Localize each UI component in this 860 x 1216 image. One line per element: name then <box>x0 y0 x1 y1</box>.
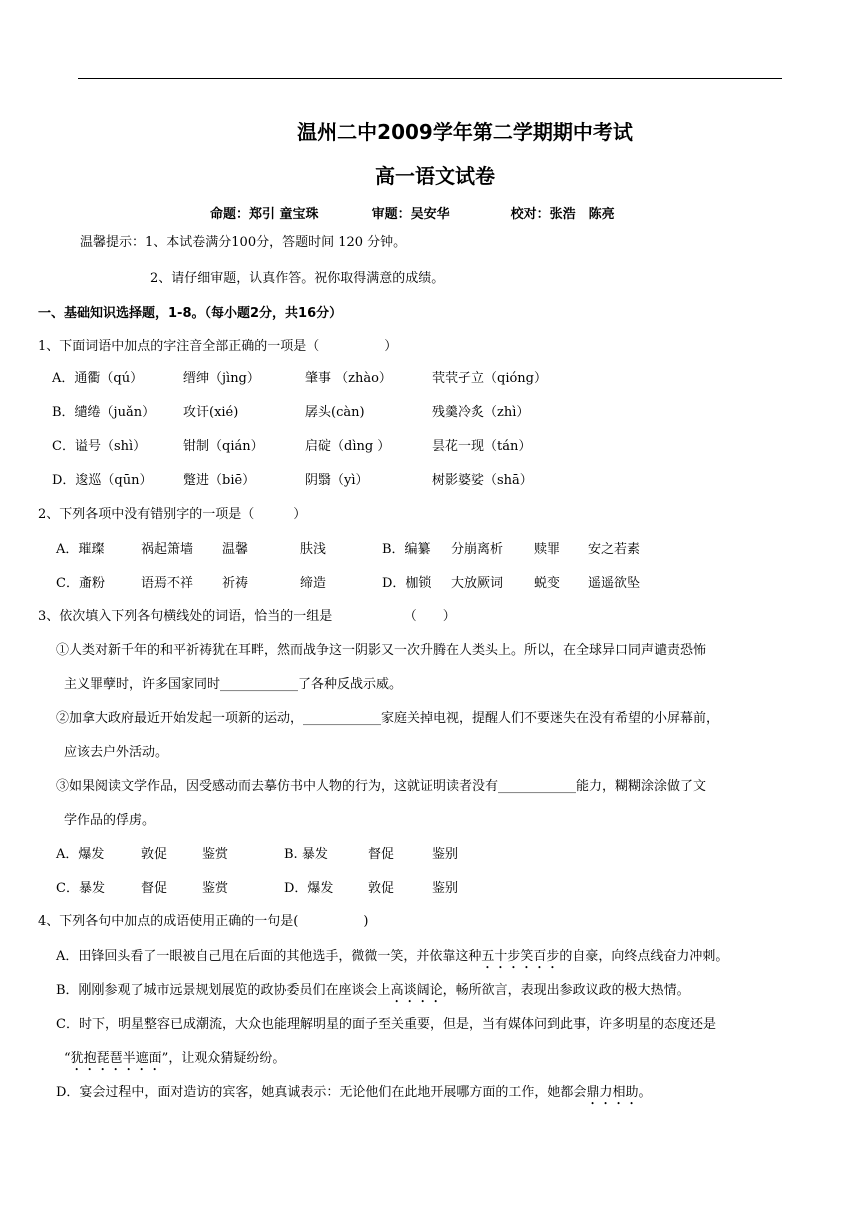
q4-option-d: D．宴会过程中，面对造访的宾客，她真诚表示：无论他们在此地开展哪方面的工作，她都会鼎力相助。 <box>56 1085 652 1100</box>
exam-title: 温州二中2009学年第二学期期中考试 <box>297 120 633 144</box>
q2-stem: 2、下列各项中没有错别字的一项是（ ） <box>38 507 307 522</box>
author-review: 审题：吴安华 <box>371 207 450 222</box>
q4-option-c2: “犹抱琵琶半遮面”，让观众猜疑纷纷。 <box>64 1051 286 1066</box>
q1-option-row3-cell-2: 阴翳（yì） <box>305 473 369 488</box>
q2-row-c-cell-1: 语焉不祥 <box>141 576 194 591</box>
q3-row-c-cell-5: 鉴别 <box>432 881 459 896</box>
q3-sentence-1b: 主义罪孽时，许多国家同时____________了各种反战示威。 <box>64 677 403 692</box>
q3-sentence-2a: ②加拿大政府最近开始发起一项新的运动，____________家庭关掉电视，提醒人们不要迷失在没有希望的小屏幕前， <box>56 711 720 726</box>
q3-row-c-cell-3: D．爆发 <box>284 881 334 896</box>
emphasized-idiom: 五十步笑百步 <box>481 949 560 964</box>
q1-option-row2-cell-3: 昙花一现（tán） <box>432 439 532 454</box>
q1-option-row0-cell-2: 肇事 （zhào） <box>305 371 392 386</box>
exam-subtitle: 高一语文试卷 <box>375 164 495 188</box>
q3-sentence-3a: ③如果阅读文学作品，因受感动而去摹仿书中人物的行为，这就证明读者没有____________能力，糊糊涂涂做了文 <box>56 779 707 794</box>
q3-row-c-cell-1: 督促 <box>141 881 168 896</box>
q2-row-a-cell-4: B．编纂 <box>382 542 431 557</box>
q3-sentence-2b: 应该去户外活动。 <box>64 745 169 760</box>
q2-row-a-cell-7: 安之若素 <box>588 542 641 557</box>
emphasized-idiom: 高谈阔论 <box>390 983 443 998</box>
author-line <box>210 203 615 222</box>
q4-option-b: B．刚刚参观了城市远景规划展览的政协委员们在座谈会上高谈阔论，畅所欲言，表现出参政议政的极大热情。 <box>56 983 690 998</box>
q3-row-a-cell-4: 督促 <box>368 847 395 862</box>
q2-row-c-cell-3: 缔造 <box>300 576 327 591</box>
q2-row-a-cell-1: 祸起箫墙 <box>141 542 194 557</box>
q2-row-c-cell-7: 遥遥欲坠 <box>588 576 641 591</box>
q1-option-row0-cell-1: 缙绅（jìng） <box>183 371 260 386</box>
header-rule <box>78 78 782 79</box>
q4-option-c1: C．时下，明星整容已成潮流，大众也能理解明星的面子至关重要，但是，当有媒体问到此事，许多明星的态度还是 <box>56 1017 716 1032</box>
q3-sentence-3b: 学作品的俘虏。 <box>64 813 156 828</box>
q1-option-row2-cell-1: 钳制（qián） <box>183 439 264 454</box>
q2-row-a-cell-3: 肤浅 <box>300 542 327 557</box>
q3-row-c-cell-0: C．暴发 <box>56 881 105 896</box>
q2-row-a-cell-5: 分崩离析 <box>451 542 504 557</box>
q3-sentence-1a: ①人类对新千年的和平祈祷犹在耳畔，然而战争这一阴影又一次升腾在人类头上。所以，在全球异口同声谴责恐怖 <box>56 643 707 658</box>
q1-option-row2-cell-2: 启碇（dìng ） <box>305 439 391 454</box>
q3-row-a-cell-1: 敦促 <box>141 847 168 862</box>
q1-option-row0-cell-0: A．通衢（qú） <box>52 371 144 386</box>
q3-stem: 3、依次填入下列各句横线处的词语，恰当的一组是 （ ） <box>38 609 456 624</box>
q2-row-c-cell-5: 大放厥词 <box>451 576 504 591</box>
q1-option-row1-cell-0: B．缱绻（juǎn） <box>52 405 156 420</box>
q4-option-a: A．田锋回头看了一眼被自己甩在后面的其他选手，微微一笑，并依靠这种五十步笑百步的自豪，向终点线奋力冲刺。 <box>56 949 729 964</box>
author-propose: 命题：郑引 童宝珠 <box>210 207 319 222</box>
q1-option-row3-cell-1: 蹩进（biē） <box>183 473 256 488</box>
author-proof: 校对：张浩 陈亮 <box>510 207 615 222</box>
q3-row-a-cell-5: 鉴别 <box>432 847 459 862</box>
q1-option-row0-cell-3: 茕茕孑立（qióng） <box>432 371 548 386</box>
q2-row-a-cell-2: 温馨 <box>222 542 249 557</box>
q1-option-row2-cell-0: C．谥号（shì） <box>52 439 147 454</box>
q3-row-a-cell-2: 鉴赏 <box>202 847 229 862</box>
q2-row-c-cell-4: D．枷锁 <box>382 576 432 591</box>
q1-option-row3-cell-0: D．逡巡（qūn） <box>52 473 153 488</box>
q2-row-c-cell-6: 蜕变 <box>534 576 561 591</box>
note-1: 温馨提示：1、本试卷满分100分，答题时间 120 分钟。 <box>80 235 407 250</box>
q2-row-a-cell-6: 赎罪 <box>534 542 561 557</box>
emphasized-idiom: 犹抱琵琶半遮面 <box>70 1051 162 1066</box>
section-heading: 一、基础知识选择题，1-8。（每小题2分，共16分） <box>38 306 343 321</box>
q3-row-a-cell-3: B. 暴发 <box>284 847 328 862</box>
q2-row-c-cell-2: 祈祷 <box>222 576 249 591</box>
q1-option-row3-cell-3: 树影婆娑（shā） <box>432 473 533 488</box>
emphasized-idiom: 鼎力相助 <box>586 1085 639 1100</box>
q1-option-row1-cell-1: 攻讦(xié) <box>183 405 239 420</box>
q2-row-a-cell-0: A．璀璨 <box>56 542 105 557</box>
q2-row-c-cell-0: C．齑粉 <box>56 576 105 591</box>
q3-row-a-cell-0: A．爆发 <box>56 847 105 862</box>
q1-stem: 1、下面词语中加点的字注音全部正确的一项是（ ） <box>38 339 398 354</box>
q4-stem: 4、下列各句中加点的成语使用正确的一句是( ) <box>38 914 369 929</box>
q3-row-c-cell-2: 鉴赏 <box>202 881 229 896</box>
q3-row-c-cell-4: 敦促 <box>368 881 395 896</box>
note-2: 2、请仔细审题，认真作答。祝你取得满意的成绩。 <box>150 271 445 286</box>
q1-option-row1-cell-2: 孱头(càn) <box>305 405 365 420</box>
q1-option-row1-cell-3: 残羹冷炙（zhì） <box>432 405 530 420</box>
